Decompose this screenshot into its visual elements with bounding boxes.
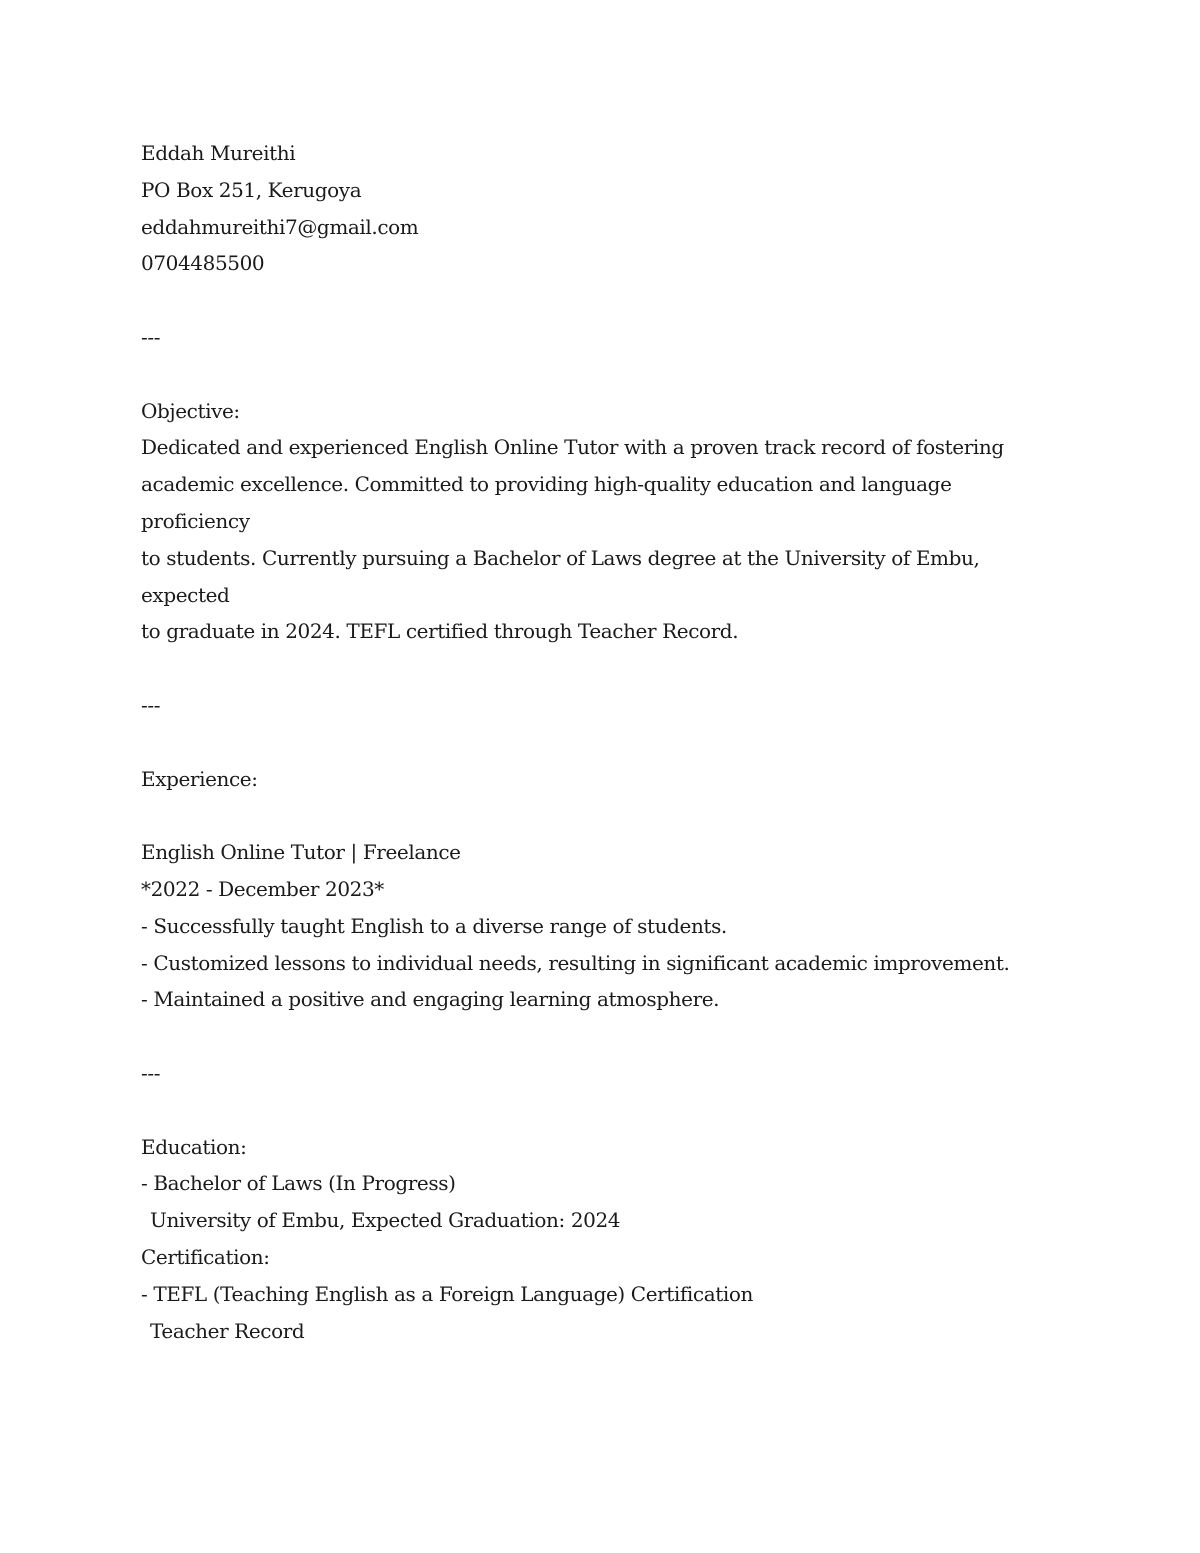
section-separator: --- — [141, 1060, 161, 1085]
blank-line — [141, 797, 1051, 834]
contact-name: Eddah Mureithi — [141, 141, 296, 165]
blank-line — [141, 724, 1051, 761]
section-separator: --- — [141, 324, 161, 349]
objective-text-line: to students. Currently pursuing a Bachelor of Laws degree at the University of Embu, expected — [141, 545, 986, 607]
education-heading: Education: — [141, 1134, 247, 1159]
section-separator: --- — [141, 692, 161, 717]
contact-phone: 0704485500 — [141, 251, 265, 276]
certification-heading: Certification: — [141, 1244, 270, 1269]
experience-role: English Online Tutor | Freelance — [141, 840, 461, 865]
blank-line — [141, 282, 1051, 319]
experience-bullet: - Maintained a positive and engaging learning atmosphere. — [141, 987, 720, 1012]
experience-dates: *2022 - December 2023* — [141, 876, 384, 901]
blank-line — [141, 356, 1051, 393]
blank-line — [141, 1092, 1051, 1129]
contact-email: eddahmureithi7@gmail.com — [141, 214, 419, 239]
objective-text-line: to graduate in 2024. TEFL certified through Teacher Record. — [141, 619, 739, 644]
experience-bullet: - Successfully taught English to a diverse range of students. — [141, 913, 727, 938]
resume-page — [141, 135, 1051, 1349]
education-institution: University of Embu, Expected Graduation: 2024 — [150, 1208, 621, 1233]
contact-address: PO Box 251, Kerugoya — [141, 177, 362, 202]
objective-heading: Objective: — [141, 398, 240, 423]
experience-bullet: - Customized lessons to individual needs, resulting in significant academic improvement. — [141, 950, 1010, 975]
objective-text-line: Dedicated and experienced English Online Tutor with a proven track record of fostering — [141, 435, 1004, 460]
certification-item: - TEFL (Teaching English as a Foreign Language) Certification — [141, 1281, 754, 1306]
education-degree: - Bachelor of Laws (In Progress) — [141, 1171, 456, 1196]
objective-text-line: academic excellence. Committed to providing high-quality education and language proficiency — [141, 472, 958, 533]
experience-heading: Experience: — [141, 766, 258, 791]
certification-issuer: Teacher Record — [150, 1318, 305, 1343]
blank-line — [141, 650, 1051, 687]
blank-line — [141, 1018, 1051, 1055]
